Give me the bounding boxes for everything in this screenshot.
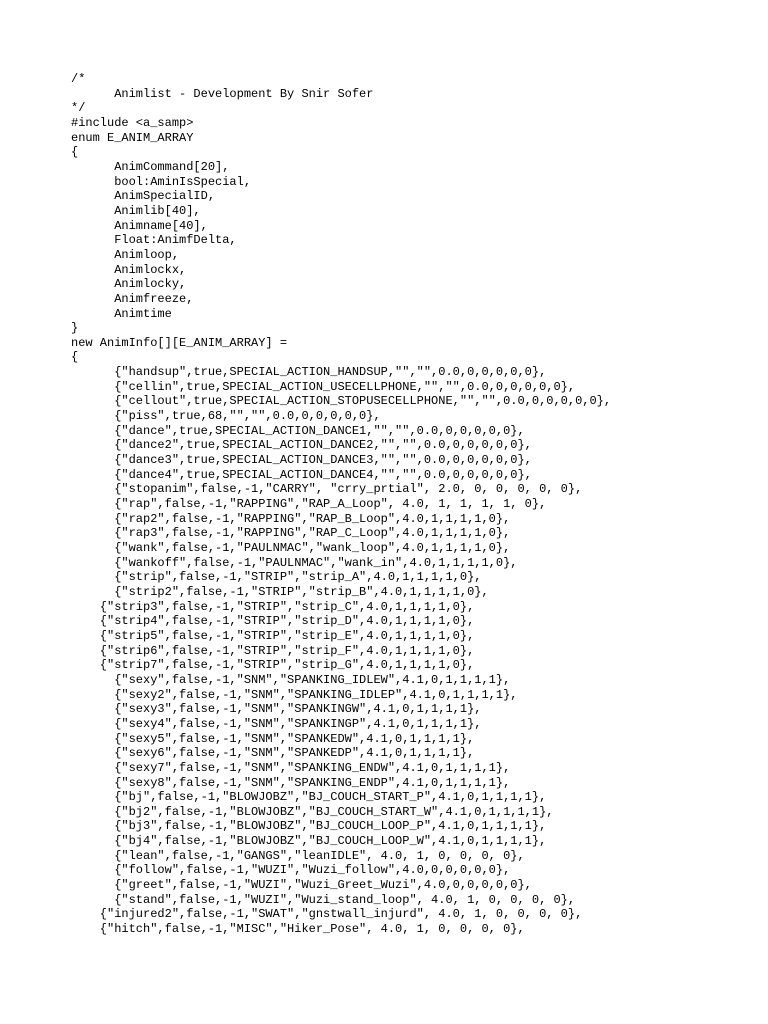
code-line: {"dance3",true,SPECIAL_ACTION_DANCE3,"","",0.0,0,0,0,0,0},	[71, 453, 532, 468]
code-line: {"piss",true,68,"","",0.0,0,0,0,0,0},	[71, 409, 381, 424]
code-line: {"cellout",true,SPECIAL_ACTION_STOPUSECELLPHONE,"","",0.0,0,0,0,0,0},	[71, 394, 612, 409]
code-line: {"rap3",false,-1,"RAPPING","RAP_C_Loop",4.0,1,1,1,1,0},	[71, 526, 511, 541]
code-line: {"sexy3",false,-1,"SNM","SPANKINGW",4.1,0,1,1,1,1},	[71, 702, 482, 717]
code-line: /*	[71, 72, 86, 86]
code-line: Animlockx,	[71, 262, 187, 277]
code-line: {"bj",false,-1,"BLOWJOBZ","BJ_COUCH_START_P",4.1,0,1,1,1,1},	[71, 790, 547, 805]
code-line: {"bj4",false,-1,"BLOWJOBZ","BJ_COUCH_LOOP_W",4.1,0,1,1,1,1},	[71, 834, 547, 849]
code-line: {"rap2",false,-1,"RAPPING","RAP_B_Loop",4.0,1,1,1,1,0},	[71, 511, 511, 526]
code-line: bool:AminIsSpecial,	[71, 174, 252, 189]
code-line: Animtime	[71, 306, 172, 321]
code-line: {"rap",false,-1,"RAPPING","RAP_A_Loop", 4.0, 1, 1, 1, 1, 0},	[71, 497, 547, 512]
code-line: {"handsup",true,SPECIAL_ACTION_HANDSUP,"","",0.0,0,0,0,0,0},	[71, 365, 547, 380]
code-line: {"sexy7",false,-1,"SNM","SPANKING_ENDW",4.1,0,1,1,1,1},	[71, 760, 511, 775]
code-line: {"hitch",false,-1,"MISC","Hiker_Pose", 4.0, 1, 0, 0, 0, 0},	[71, 922, 525, 937]
code-line: {"sexy",false,-1,"SNM","SPANKING_IDLEW",4.1,0,1,1,1,1},	[71, 672, 511, 687]
code-line: AnimCommand[20],	[71, 159, 230, 174]
code-line: {"dance2",true,SPECIAL_ACTION_DANCE2,"","",0.0,0,0,0,0,0},	[71, 438, 532, 453]
code-line: {"strip2",false,-1,"STRIP","strip_B",4.0,1,1,1,1,0},	[71, 584, 489, 599]
code-line: AnimSpecialID,	[71, 189, 216, 204]
code-line: {"strip3",false,-1,"STRIP","strip_C",4.0,1,1,1,1,0},	[71, 599, 475, 614]
code-line: Animlist - Development By Snir Sofer	[71, 86, 374, 101]
code-line: {	[71, 145, 79, 160]
code-line: Animfreeze,	[71, 291, 194, 306]
code-line: {	[71, 350, 79, 365]
code-line: {"wankoff",false,-1,"PAULNMAC","wank_in",4.0,1,1,1,1,0},	[71, 555, 518, 570]
code-line: {"stopanim",false,-1,"CARRY", "crry_prtial", 2.0, 0, 0, 0, 0, 0},	[71, 482, 583, 497]
code-line: {"strip4",false,-1,"STRIP","strip_D",4.0,1,1,1,1,0},	[71, 614, 475, 629]
code-line: new AnimInfo[][E_ANIM_ARRAY] =	[71, 335, 288, 350]
code-line: {"lean",false,-1,"GANGS","leanIDLE", 4.0, 1, 0, 0, 0, 0},	[71, 848, 525, 863]
code-line: #include <a_samp>	[71, 115, 194, 130]
code-line: Animlib[40],	[71, 203, 201, 218]
code-line: {"sexy4",false,-1,"SNM","SPANKINGP",4.1,0,1,1,1,1},	[71, 716, 482, 731]
code-line: {"wank",false,-1,"PAULNMAC","wank_loop",4.0,1,1,1,1,0},	[71, 541, 511, 555]
code-line: Animloop,	[71, 247, 180, 262]
code-line: {"cellin",true,SPECIAL_ACTION_USECELLPHONE,"","",0.0,0,0,0,0,0},	[71, 379, 576, 394]
code-listing	[71, 72, 611, 937]
code-line: {"follow",false,-1,"WUZI","Wuzi_follow",4.0,0,0,0,0,0},	[71, 863, 511, 878]
code-line: {"sexy2",false,-1,"SNM","SPANKING_IDLEP",4.1,0,1,1,1,1},	[71, 687, 518, 702]
code-line: {"bj2",false,-1,"BLOWJOBZ","BJ_COUCH_START_W",4.1,0,1,1,1,1},	[71, 804, 554, 819]
code-line: {"greet",false,-1,"WUZI","Wuzi_Greet_Wuzi",4.0,0,0,0,0,0},	[71, 878, 532, 893]
code-line: Animlocky,	[71, 277, 187, 292]
code-line: {"stand",false,-1,"WUZI","Wuzi_stand_loop", 4.0, 1, 0, 0, 0, 0},	[71, 892, 576, 907]
code-line: {"strip",false,-1,"STRIP","strip_A",4.0,1,1,1,1,0},	[71, 570, 482, 585]
code-line: {"strip7",false,-1,"STRIP","strip_G",4.0,1,1,1,1,0},	[71, 658, 475, 673]
code-line: {"strip5",false,-1,"STRIP","strip_E",4.0,1,1,1,1,0},	[71, 628, 475, 643]
code-line: {"sexy8",false,-1,"SNM","SPANKING_ENDP",4.1,0,1,1,1,1},	[71, 775, 511, 790]
code-line: {"bj3",false,-1,"BLOWJOBZ","BJ_COUCH_LOOP_P",4.1,0,1,1,1,1},	[71, 819, 547, 834]
code-line: enum E_ANIM_ARRAY	[71, 130, 194, 145]
code-line: {"sexy6",false,-1,"SNM","SPANKEDP",4.1,0,1,1,1,1},	[71, 746, 475, 761]
code-line: {"injured2",false,-1,"SWAT","gnstwall_injurd", 4.0, 1, 0, 0, 0, 0},	[71, 907, 583, 922]
code-line: {"dance",true,SPECIAL_ACTION_DANCE1,"","",0.0,0,0,0,0,0},	[71, 423, 525, 438]
code-line: {"dance4",true,SPECIAL_ACTION_DANCE4,"","",0.0,0,0,0,0,0},	[71, 467, 532, 482]
code-line: Float:AnimfDelta,	[71, 233, 237, 248]
code-line: */	[71, 101, 86, 116]
code-line: Animname[40],	[71, 218, 208, 233]
code-line: {"strip6",false,-1,"STRIP","strip_F",4.0,1,1,1,1,0},	[71, 643, 475, 658]
code-line: {"sexy5",false,-1,"SNM","SPANKEDW",4.1,0,1,1,1,1},	[71, 731, 475, 746]
code-line: }	[71, 321, 79, 336]
